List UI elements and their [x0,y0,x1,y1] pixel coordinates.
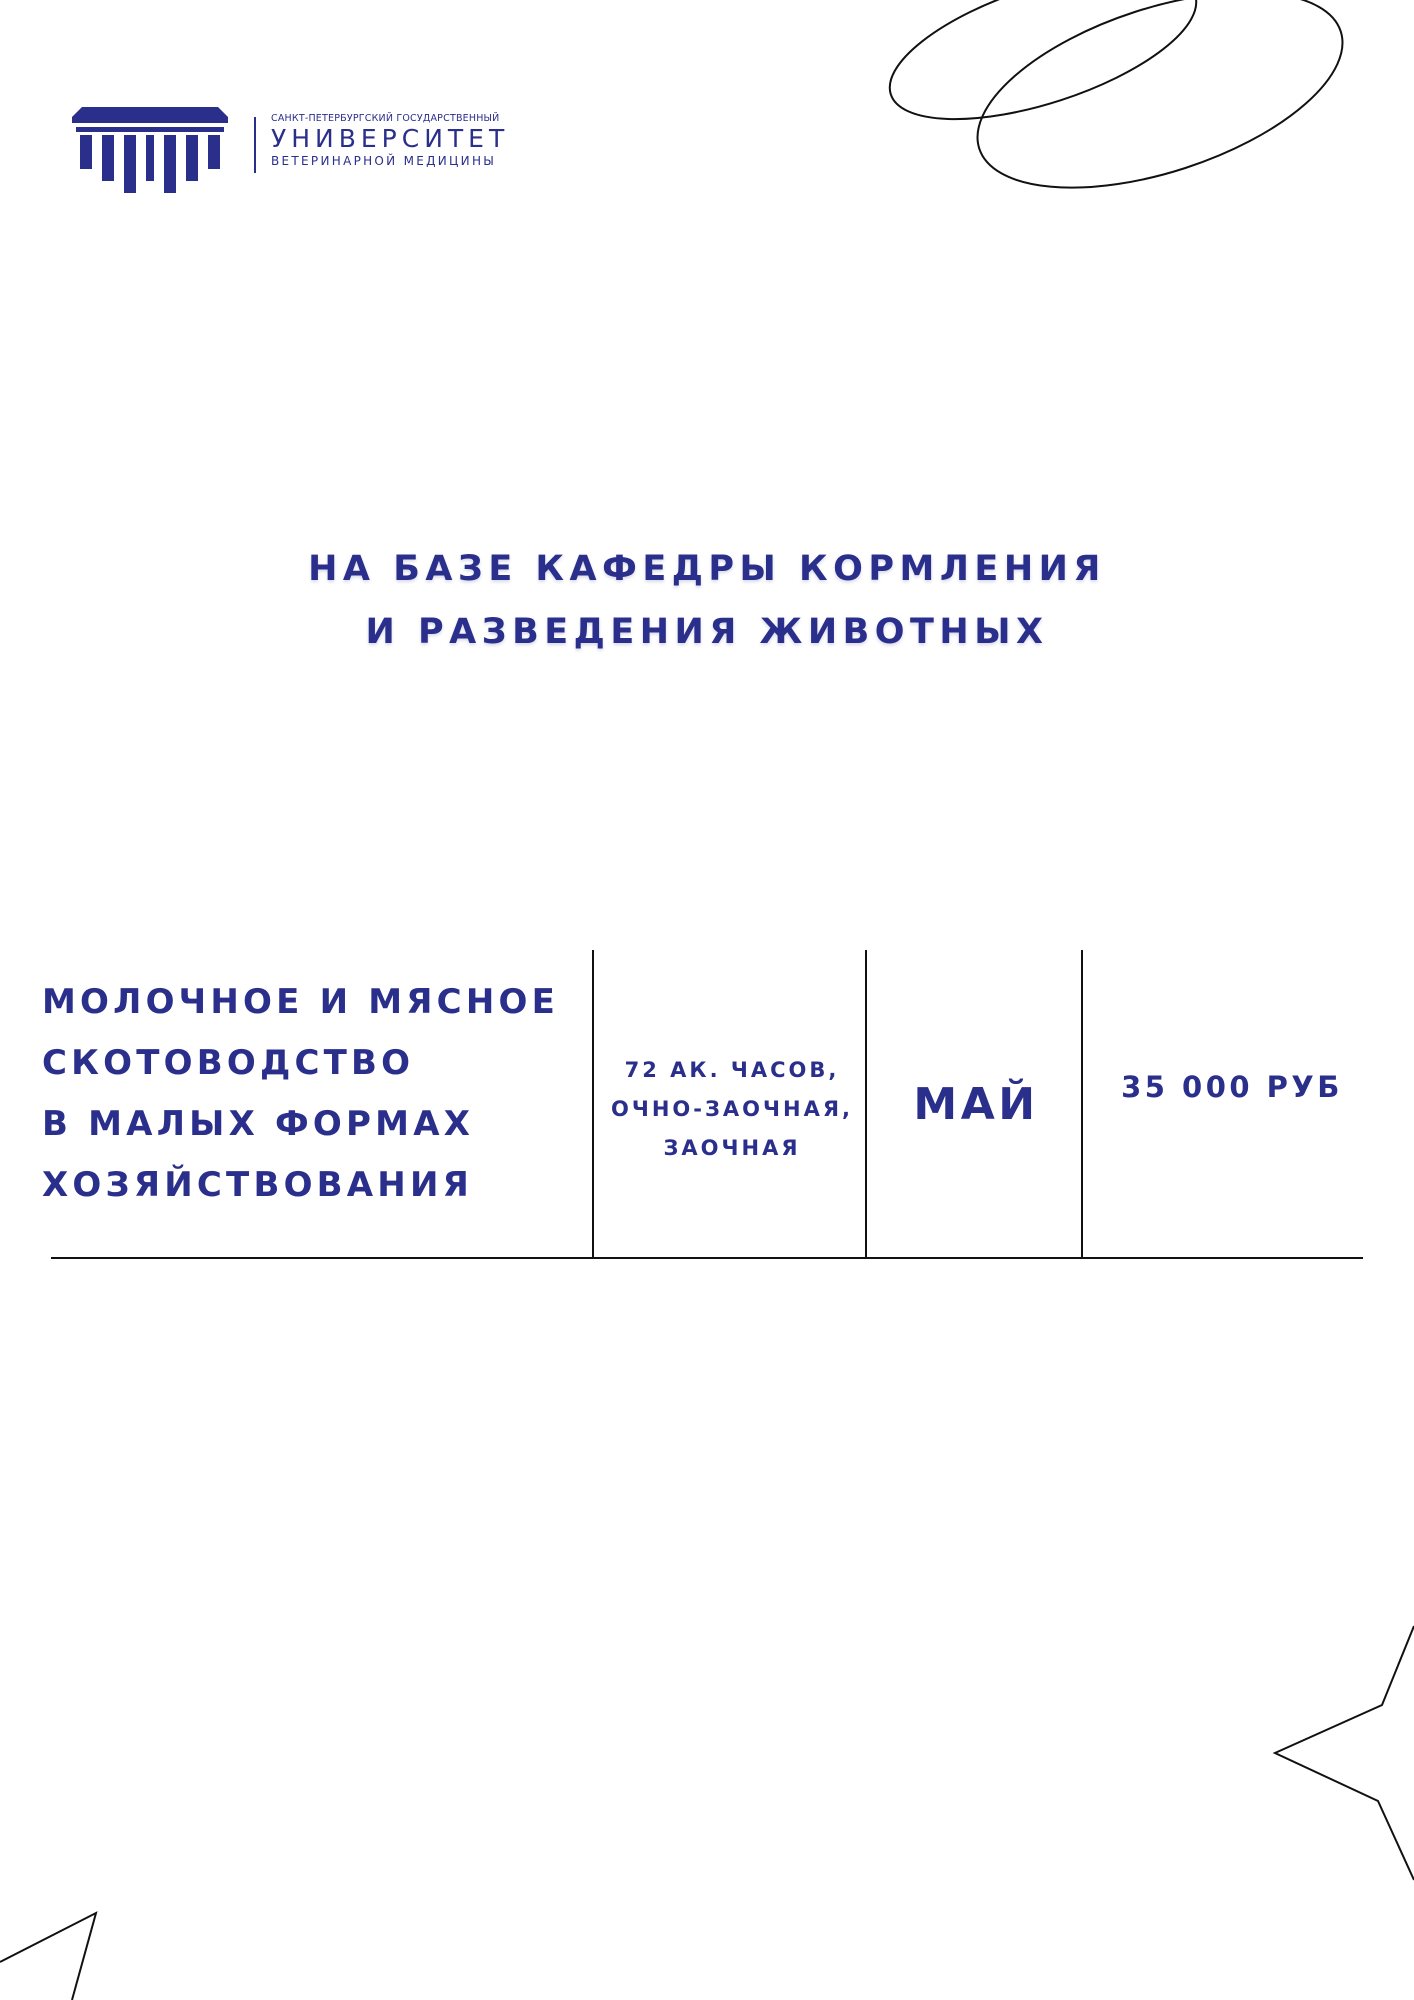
course-hours-format [596,1051,868,1168]
course-title-line: В МАЛЫХ ФОРМАХ [42,1104,475,1144]
table-bottom-rule [51,1257,1363,1259]
triangle-outline-decoration [0,1913,96,2000]
logo-line-faculty: ВЕТЕРИНАРНОЙ МЕДИЦИНЫ [271,154,497,168]
column-divider [592,950,594,1258]
star-outline-decoration [1275,1626,1414,1880]
course-title-line: ХОЗЯЙСТВОВАНИЯ [42,1165,473,1205]
course-format-line: ЗАОЧНАЯ [663,1136,801,1160]
course-format-line: ОЧНО-ЗАОЧНАЯ, [611,1097,853,1121]
course-title-line: МОЛОЧНОЕ И МЯСНОЕ [42,982,560,1022]
logo-line-university: УНИВЕРСИТЕТ [271,124,510,153]
course-hours-line: 72 АК. ЧАСОВ, [624,1058,840,1082]
course-month: МАЙ [913,1079,1039,1130]
course-price: 35 000 РУБ [1121,1070,1343,1104]
heading-line: НА БАЗЕ КАФЕДРЫ КОРМЛЕНИЯ [308,549,1106,589]
course-title-line: СКОТОВОДСТВО [42,1043,415,1083]
logo-line-university-type: САНКТ-ПЕТЕРБУРГСКИЙ ГОСУДАРСТВЕННЫЙ [271,113,500,124]
course-title [42,972,582,1216]
heading-line: И РАЗВЕДЕНИЯ ЖИВОТНЫХ [365,612,1049,652]
